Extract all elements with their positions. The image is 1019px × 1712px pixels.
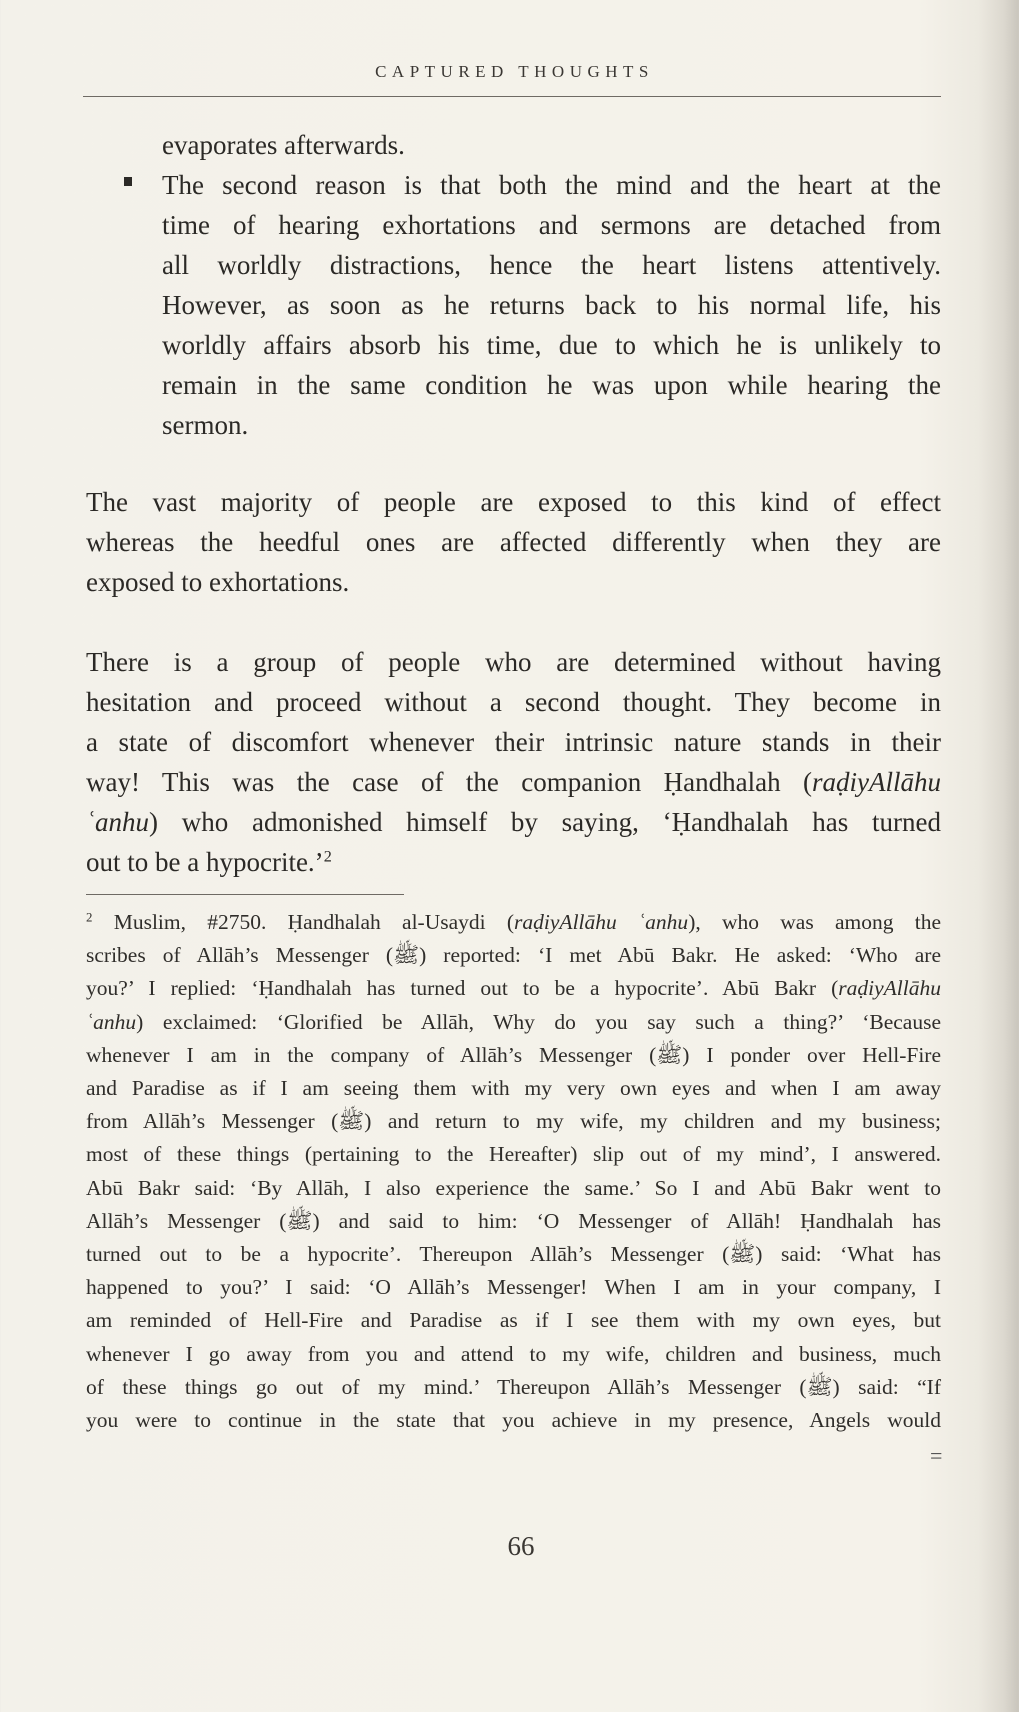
text-segment: ) who admonished himself by saying, ‘Ḥandhalah has turned (149, 807, 941, 837)
text-line: Allāh’s Messenger (ﷺ) and said to him: ‘O Messenger of Allāh! Ḥandhalah has (86, 1208, 941, 1233)
text-line (86, 906, 941, 939)
text-line: scribes of Allāh’s Messenger (ﷺ) reported: ‘I met Abū Bakr. He asked: ‘Who are (86, 943, 941, 968)
text-line: remain in the same condition he was upon while hearing the (162, 370, 941, 400)
page-number: 66 (507, 1531, 535, 1561)
text-segment: out to be a hypocrite.’ (86, 847, 324, 877)
text-segment: ) exclaimed: ‘Glorified be Allāh, Why do you say such a thing?’ ‘Because (136, 1009, 941, 1034)
text-line: There is a group of people who are determined without having (86, 647, 941, 677)
paragraph (86, 482, 941, 602)
continuation-mark: = (930, 1443, 943, 1468)
text-line: of these things go out of my mind.’ Thereupon Allāh’s Messenger (ﷺ) said: “If (86, 1374, 941, 1399)
text-line: a state of discomfort whenever their intrinsic nature stands in their (86, 727, 941, 757)
text-line: whenever I am in the company of Allāh’s Messenger (ﷺ) I ponder over Hell-Fire (86, 1042, 941, 1067)
text-segment: way! This was the case of the companion Ḥandhalah ( (86, 767, 812, 797)
text-segment: Muslim, #2750. Ḥandhalah al-Usaydi ( (92, 910, 515, 934)
text-line: time of hearing exhortations and sermons are detached from (162, 210, 941, 240)
paragraph (86, 642, 941, 882)
text-segment: you?’ I replied: ‘Ḥandhalah has turned out to be a hypocrite’. Abū Bakr ( (86, 976, 839, 1001)
text-line: whenever I go away from you and attend to my wife, children and business, much (86, 1341, 941, 1366)
italic-text: raḍiyAllāhu ʿanhu (514, 910, 689, 934)
text-line: The second reason is that both the mind and the heart at the (162, 170, 941, 200)
footnote-ref: 2 (86, 910, 93, 925)
text-line: turned out to be a hypocrite’. Thereupon Allāh’s Messenger (ﷺ) said: ‘What has (86, 1242, 941, 1267)
text-line: Abū Bakr said: ‘By Allāh, I also experience the same.’ So I and Abū Bakr went to (86, 1175, 941, 1200)
text-line (86, 972, 941, 1005)
italic-text: ʿanhu (86, 807, 149, 837)
text-segment: ), who was among the (688, 910, 942, 934)
bullet-icon (124, 177, 132, 186)
text-line: sermon. (162, 410, 249, 440)
running-header: CAPTURED THOUGHTS (375, 62, 654, 81)
footnote-ref: 2 (323, 847, 332, 866)
header-rule (83, 96, 941, 97)
text-line: and Paradise as if I am seeing them with my very own eyes and when I am away (86, 1076, 941, 1101)
text-line: hesitation and proceed without a second thought. They become in (86, 687, 941, 717)
text-line: most of these things (pertaining to the Hereafter) slip out of my mind’, I answered. (86, 1142, 941, 1167)
italic-text: raḍiyAllāhu (812, 767, 941, 797)
footnote-rule (86, 894, 404, 895)
text-line: worldly affairs absorb his time, due to which he is unlikely to (162, 330, 941, 360)
italic-text: ʿanhu (86, 1009, 137, 1034)
text-line: exposed to exhortations. (86, 567, 350, 597)
text-line (86, 802, 941, 842)
italic-text: raḍiyAllāhu (838, 976, 941, 1001)
text-line (86, 762, 941, 802)
footnote (86, 906, 941, 1437)
text-line: all worldly distractions, hence the heart listens attentively. (162, 250, 941, 280)
bullet-list-item (162, 125, 941, 445)
text-line: whereas the heedful ones are affected differently when they are (86, 527, 941, 557)
text-line: However, as soon as he returns back to his normal life, his (162, 290, 941, 320)
text-line (86, 1006, 941, 1039)
text-line (86, 842, 941, 882)
text-line: happened to you?’ I said: ‘O Allāh’s Messenger! When I am in your company, I (86, 1275, 941, 1300)
text-line: evaporates afterwards. (162, 130, 405, 160)
text-line: from Allāh’s Messenger (ﷺ) and return to my wife, my children and my business; (86, 1109, 941, 1134)
text-line: you were to continue in the state that you achieve in my presence, Angels would (86, 1408, 941, 1433)
text-line: The vast majority of people are exposed to this kind of effect (86, 487, 941, 517)
text-line: am reminded of Hell-Fire and Paradise as if I see them with my own eyes, but (86, 1308, 941, 1333)
